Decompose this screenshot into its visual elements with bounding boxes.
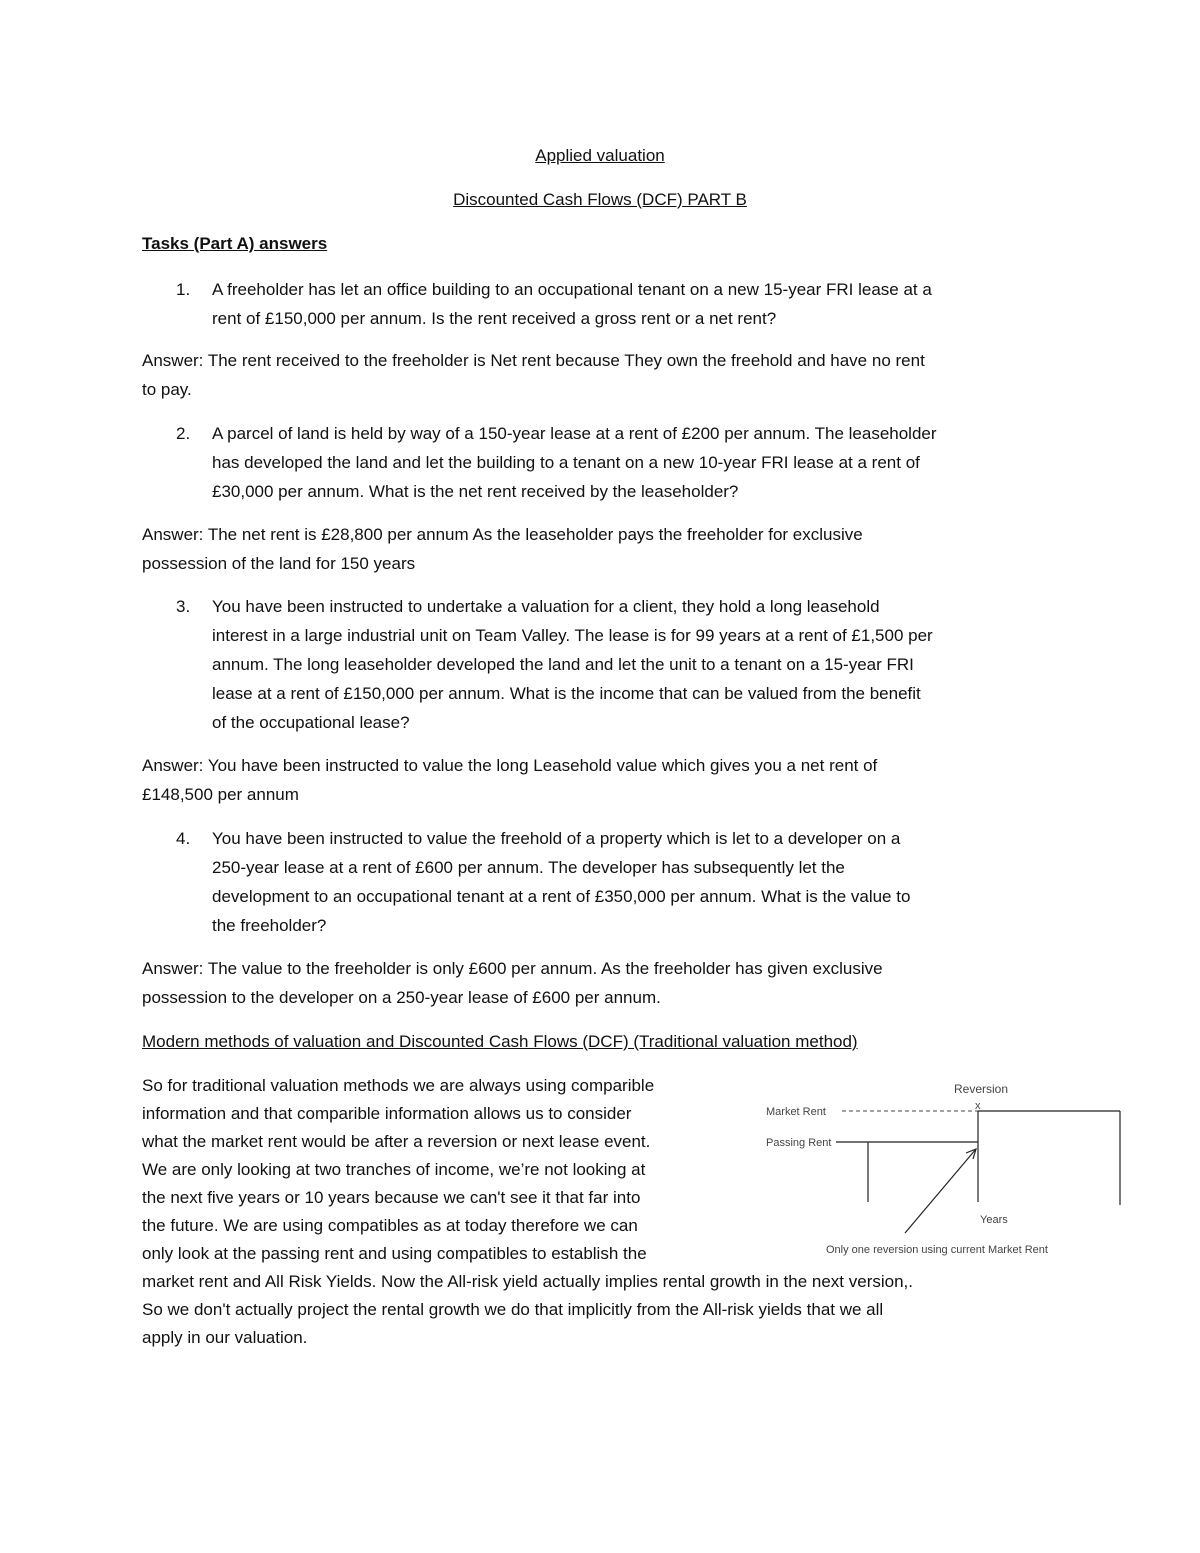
body-line: the next five years or 10 years because we can't see it that far into [142,1188,641,1207]
question-line: You have been instructed to value the freehold of a property which is let to a developer on a [212,829,901,848]
question-number: 4. [176,829,191,848]
question-line: has developed the land and let the building to a tenant on a new 10-year FRI lease at a rent of [212,453,920,472]
market-rent-label: Market Rent [766,1106,826,1118]
body-line: So for traditional valuation methods we are always using comparible [142,1076,655,1095]
question-line: lease at a rent of £150,000 per annum. What is the income that can be valued from the benefit [212,684,921,703]
document-title: Applied valuation [535,146,665,165]
body-line: only look at the passing rent and using compatibles to establish the [142,1244,647,1263]
section-heading: Modern methods of valuation and Discounted Cash Flows (DCF) (Traditional valuation method) [142,1032,858,1051]
question-line: development to an occupational tenant at a rent of £350,000 per annum. What is the value to [212,887,911,906]
question-number: 3. [176,597,191,616]
question-number: 2. [176,424,191,443]
question-line: rent of £150,000 per annum. Is the rent received a gross rent or a net rent? [212,309,777,328]
answer-line: Answer: The rent received to the freeholder is Net rent because They own the freehold and have no rent [142,351,925,370]
answer-line: Answer: The value to the freeholder is only £600 per annum. As the freeholder has given exclusive [142,959,883,978]
answer-line: possession of the land for 150 years [142,554,416,573]
body-line: what the market rent would be after a reversion or next lease event. [142,1132,651,1151]
answer-line: Answer: You have been instructed to value the long Leasehold value which gives you a net rent of [142,756,878,775]
body-line: So we don't actually project the rental growth we do that implicitly from the All-risk yields that we all [142,1300,884,1319]
passing-rent-label: Passing Rent [766,1137,832,1149]
question-line: £30,000 per annum. What is the net rent received by the leaseholder? [212,482,739,501]
document-subtitle: Discounted Cash Flows (DCF) PART B [453,190,747,209]
years-label: Years [980,1214,1008,1226]
answer-line: possession to the developer on a 250-year lease of £600 per annum. [142,988,661,1007]
question-line: A freeholder has let an office building to an occupational tenant on a new 15-year FRI lease at a [212,280,932,299]
body-line: market rent and All Risk Yields. Now the All-risk yield actually implies rental growth in the next version,. [142,1272,913,1291]
answer-line: Answer: The net rent is £28,800 per annum As the leaseholder pays the freeholder for exclusive [142,525,863,544]
question-line: interest in a large industrial unit on Team Valley. The lease is for 99 years at a rent of £1,500 per [212,626,933,645]
body-line: the future. We are using compatibles as at today therefore we can [142,1216,638,1235]
reversion-diagram [760,1075,1160,1275]
question-number: 1. [176,280,191,299]
answer-line: £148,500 per annum [142,785,299,804]
question-line: 250-year lease at a rent of £600 per annum. The developer has subsequently let the [212,858,845,877]
body-line: information and that comparible information allows us to consider [142,1104,632,1123]
reversion-label: Reversion [954,1082,1009,1096]
reversion-x-marker: x [975,1100,981,1112]
diagonal-arrow [905,1149,976,1233]
question-line: You have been instructed to undertake a valuation for a client, they hold a long leasehold [212,597,880,616]
body-line: We are only looking at two tranches of income, we’re not looking at [142,1160,646,1179]
tasks-heading: Tasks (Part A) answers [142,234,328,253]
body-line: apply in our valuation. [142,1328,308,1347]
diagram-caption: Only one reversion using current Market Rent [826,1244,1048,1256]
question-line: A parcel of land is held by way of a 150-year lease at a rent of £200 per annum. The leaseholder [212,424,937,443]
question-line: annum. The long leaseholder developed the land and let the unit to a tenant on a 15-year FRI [212,655,914,674]
answer-line: to pay. [142,380,192,399]
question-line: the freeholder? [212,916,327,935]
question-line: of the occupational lease? [212,713,410,732]
